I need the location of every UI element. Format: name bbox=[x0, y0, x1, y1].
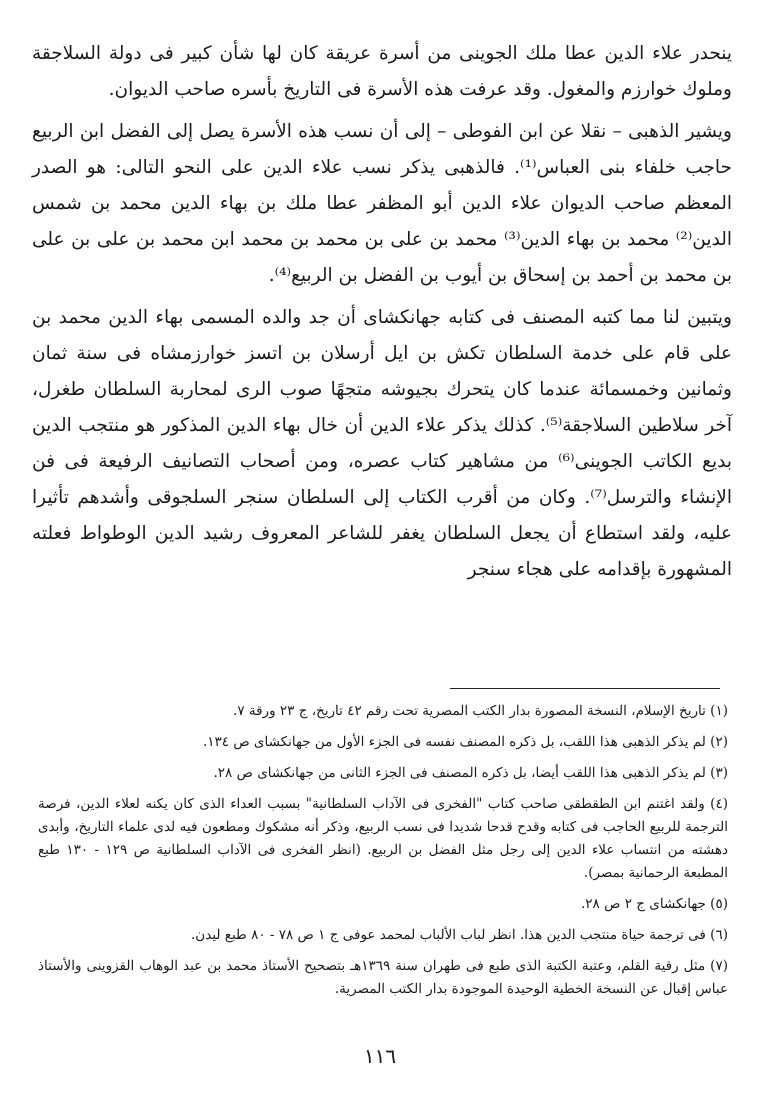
footnote-4: (٤) ولقد اغتنم ابن الطقطقى صاحب كتاب "الفخرى فى الآداب السلطانية" بسبب العداء الذى كان يكنه لعلاء الدين، فرصة الترجمة للربيع الحاجب فى كتابه وقدح قدحا شديدا فى نسب الربيع، وذكر أنه مشكوك ومطعون فيه لدى علماء التاريخ، وأبدى دهشته من انتساب علاء الدين إلى رجل مثل الفضل بن الربيع. (انظر الفخرى فى الآداب السلطانية ص ١٢٩ - ١٣٠ طبع المطبعة الرحمانية بمصر). bbox=[38, 796, 728, 881]
paragraph-1: ينحدر علاء الدين عطا ملك الجوينى من أسرة عريقة كان لها شأن كبير فى دولة السلاجقة وملوك خوارزم والمغول. وقد عرفت هذه الأسرة فى التاريخ بأسره صاحب الديوان. bbox=[32, 43, 732, 100]
footnote-6: (٦) فى ترجمة حياة منتجب الدين هذا. انظر لباب الألباب لمحمد عوفى ج ١ ص ٧٨ - ٨٠ طبع ليدن. bbox=[191, 927, 728, 943]
paragraph-3: ويتبين لنا مما كتبه المصنف فى كتابه جهانكشاى أن جد والده المسمى بهاء الدين محمد بن على قام على خدمة السلطان تكش بن ايل أرسلان بن اتسز خوارزمشاه فى سنة ثمان وثمانين وخمسمائة عندما كان يتحرك بجيوشه متجهًا صوب الرى لمحاربة السلطان طغرل، آخر سلاطين السلاجقة⁽⁵⁾. كذلك يذكر علاء الدين أن خال بهاء الدين المذكور هو منتجب الدين بديع الكاتب الجوينى⁽⁶⁾ من مشاهير كتاب عصره، ومن أصحاب التصانيف الرفيعة فى فن الإنشاء والترسل⁽⁷⁾. وكان من أقرب الكتاب إلى السلطان سنجر السلجوقى وأشدهم تأثيرا عليه، ولقد استطاع أن يجعل السلطان يغفر للشاعر المعروف رشيد الدين الوطواط فعلته المشهورة بإقدامه على هجاء سنجر bbox=[32, 307, 733, 580]
footnote-7: (٧) مثل رقية القلم، وعتبة الكتبة الذى طبع فى طهران سنة ١٣٦٩هـ بتصحيح الأستاذ محمد بن عبد الوهاب القزوينى والأستاذ عباس إقبال عن النسخة الخطية الوحيدة الموجودة بدار الكتب المصرية. bbox=[38, 958, 728, 997]
paragraph-2: ويشير الذهبى – نقلا عن ابن الفوطى – إلى أن نسب هذه الأسرة يصل إلى الفضل ابن الربيع حاجب خلفاء بنى العباس⁽¹⁾. فالذهبى يذكر نسب علاء الدين على النحو التالى: هو الصدر المعظم صاحب الديوان علاء الدين أبو المظفر عطا ملك بن بهاء الدين محمد بن شمس الدين⁽²⁾ محمد بن بهاء الدين⁽³⁾ محمد بن على بن محمد بن محمد ابن محمد بن على بن على بن محمد بن أحمد بن إسحاق بن أيوب بن الفضل بن الربيع⁽⁴⁾. bbox=[32, 121, 732, 286]
footnote-3: (٣) لم يذكر الذهبى هذا اللقب أيضا، بل ذكره المصنف فى الجزء الثانى من جهانكشاى ص ٢٨. bbox=[213, 765, 728, 781]
page-number: ١١٦ bbox=[363, 1044, 397, 1068]
footnote-1: (١) تاريخ الإسلام، النسخة المصورة بدار الكتب المصرية تحت رقم ٤٢ تاريخ، ج ٢٣ ورقة ٧. bbox=[233, 703, 728, 719]
footnote-5: (٥) جهانكشاى ج ٢ ص ٢٨. bbox=[580, 896, 728, 912]
footnotes bbox=[38, 700, 728, 1009]
footnote-2: (٢) لم يذكر الذهبى هذا اللقب، بل ذكره المصنف نفسه فى الجزء الأول من جهانكشاى ص ١٣٤. bbox=[202, 734, 728, 750]
footnote-divider bbox=[450, 688, 720, 689]
main-text bbox=[32, 36, 732, 594]
